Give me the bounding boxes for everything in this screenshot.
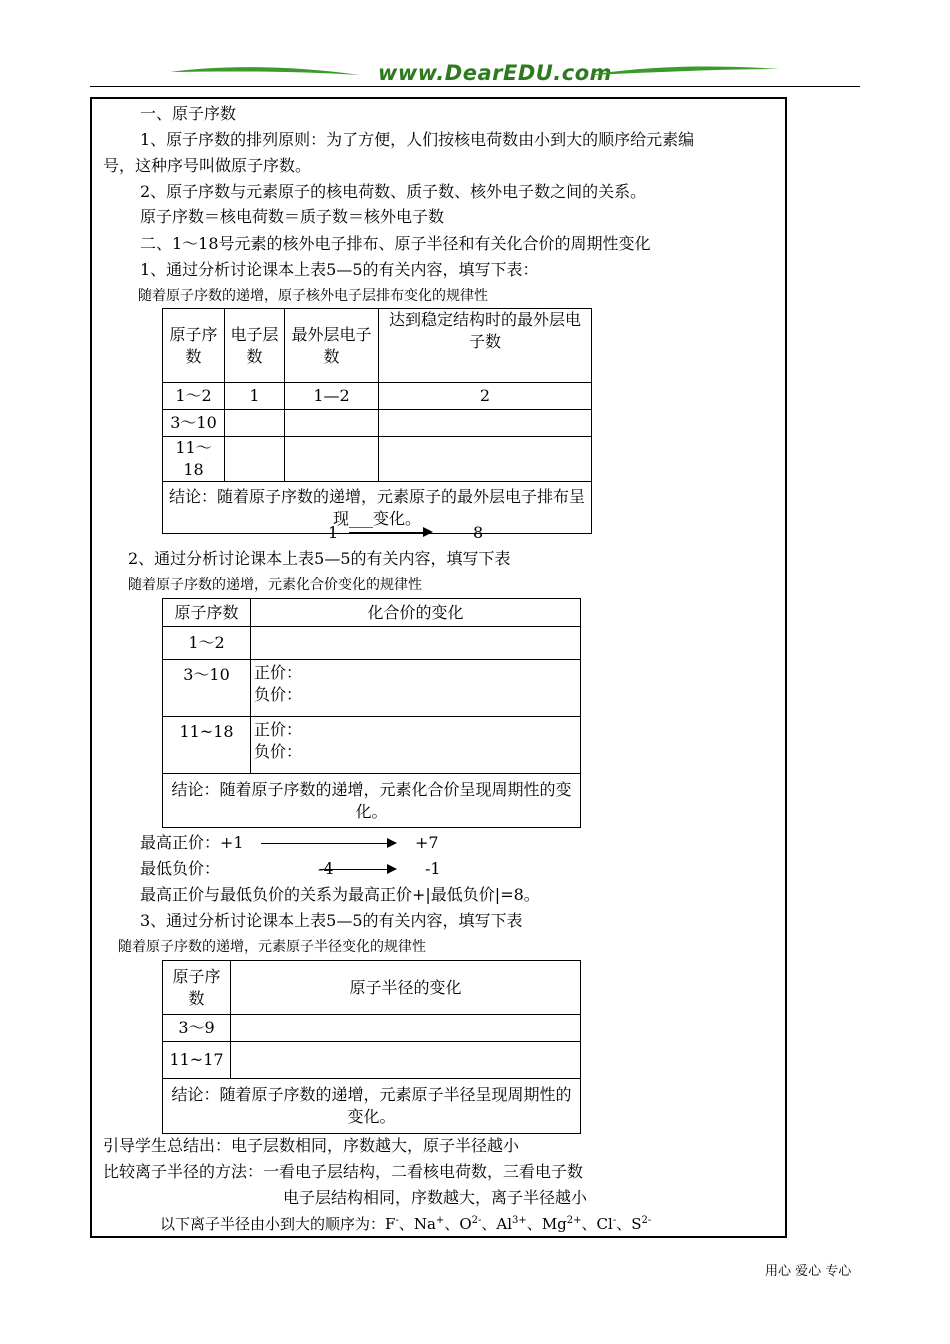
ion-charge: 3+ [512,1215,527,1226]
table3-header-cell: 原子序数 [163,961,231,1015]
table1-cell: 3～10 [163,410,225,437]
valence-relation: 最高正价与最低负价的关系为最高正价+|最低负价|=8。 [140,885,540,904]
ion-charge: 2+ [566,1215,582,1226]
table1-cell: 1—2 [285,383,379,410]
min-valence-arrow-head-icon [387,864,397,874]
table1-cell: 1 [225,383,285,410]
ion-symbol: Na [413,1215,436,1233]
negative-valence-label: 负价： [254,742,303,761]
max-valence-arrow-head-icon [387,838,397,848]
table1-cell: 2 [379,383,592,410]
section2-title: 二、1～18号元素的核外电子排布、原子半径和有关化合价的周期性变化 [140,234,651,253]
table2-caption: 随着原子序数的递增，元素化合价变化的规律性 [128,577,422,593]
ion-separator: 、 [444,1215,460,1233]
table1-conclusion: 结论：随着原子序数的递增，元素原子的最外层电子排布呈现___变化。 [163,482,592,534]
question1: 1、通过分析讨论课本上表5—5的有关内容，填写下表： [140,260,539,279]
table1-header-cell: 最外层电子数 [285,309,379,383]
table1-header-cell: 电子层数 [225,309,285,383]
min-valence-label: 最低负价： [140,859,221,878]
table1-cell[interactable] [285,410,379,437]
arrow1-line [349,532,425,533]
atomic-radius-table [162,960,581,1134]
ion-charge: - [612,1215,617,1226]
table3-caption: 随着原子序数的递增，元素原子半径变化的规律性 [118,939,426,955]
summary-line3: 电子层结构相同，序数越大，离子半径越小 [283,1188,588,1207]
table1-cell[interactable] [225,410,285,437]
table2-range-cell: 11~18 [163,717,251,774]
table2-conclusion: 结论：随着原子序数的递增，元素化合价呈现周期性的变化。 [163,774,581,828]
footer-text: 用心 爱心 专心 [765,1264,852,1279]
site-logo-text[interactable]: www.DearEDU.com [377,61,613,85]
table1-cell[interactable] [379,437,592,482]
ion-separator: 、 [526,1215,542,1233]
min-valence-start: -4 [318,859,334,878]
table3-value-cell[interactable] [231,1042,581,1079]
table2-header-cell: 化合价的变化 [251,599,581,627]
table1-caption: 随着原子序数的递增，原子核外电子层排布变化的规律性 [138,288,488,304]
max-valence-arrow-line [261,843,389,844]
table3-range-cell: 11~17 [163,1042,231,1079]
section1-title: 一、原子序数 [140,104,237,123]
right-swoosh-decoration [590,63,780,79]
table2-value-cell[interactable] [251,627,581,660]
negative-valence-label: 负价： [254,685,303,704]
question2: 2、通过分析讨论课本上表5—5的有关内容，填写下表 [128,549,511,568]
left-swoosh-decoration [170,63,360,79]
table1-cell: 1～2 [163,383,225,410]
table3-range-cell: 3～9 [163,1015,231,1042]
summary-line1: 引导学生总结出：电子层数相同，序数越大，原子半径越小 [103,1136,520,1155]
ion-order-prefix: 以下离子半径由小到大的顺序为： [160,1215,386,1233]
section1-paragraph1-line1: 1、原子序数的排列原则：为了方便，人们按核电荷数由小到大的顺序给元素编 [140,130,695,149]
question3: 3、通过分析讨论课本上表5—5的有关内容，填写下表 [140,911,523,930]
table1-cell: 11～18 [163,437,225,482]
table3-value-cell[interactable] [231,1015,581,1042]
max-valence-end: +7 [415,833,439,852]
arrow1-to-label: 8 [473,523,484,542]
ion-symbol: Cl [596,1215,613,1233]
table1-header-cell: 原子序数 [163,309,225,383]
table2-value-cell[interactable] [251,660,581,717]
max-valence-label: 最高正价：+1 [140,833,244,852]
table3-conclusion: 结论：随着原子序数的递增，元素原子半径呈现周期性的变化。 [163,1079,581,1134]
arrow1-from-label: 1 [328,523,339,542]
page-header [90,55,860,95]
table2-range-cell: 3～10 [163,660,251,717]
min-valence-end: -1 [425,859,441,878]
ion-separator: 、 [616,1215,632,1233]
ion-charge: 2- [471,1215,482,1226]
min-valence-arrow-line [320,869,389,870]
ion-symbol: F [385,1215,396,1233]
ion-symbol: O [459,1215,472,1233]
table2-range-cell: 1～2 [163,627,251,660]
table2-value-cell[interactable] [251,717,581,774]
header-rule [90,86,860,87]
section1-paragraph2: 2、原子序数与元素原子的核电荷数、质子数、核外电子数之间的关系。 [140,182,647,201]
ion-order-line [160,1213,651,1235]
ion-separator: 、 [481,1215,497,1233]
summary-line2: 比较离子半径的方法：一看电子层结构，二看核电荷数，三看电子数 [103,1162,584,1181]
valence-table [162,598,581,828]
ion-list [385,1215,651,1233]
ion-charge: + [435,1215,445,1226]
ion-charge: 2- [641,1215,652,1226]
ion-symbol: S [631,1215,642,1233]
table3-header-cell: 原子半径的变化 [231,961,581,1015]
section1-paragraph1-line2: 号，这种序号叫做原子序数。 [103,156,312,175]
positive-valence-label: 正价： [254,720,303,739]
ion-symbol: Mg [541,1215,567,1233]
section1-equation: 原子序数＝核电荷数＝质子数＝核外电子数 [140,207,445,226]
ion-symbol: Al [496,1215,513,1233]
ion-charge: - [395,1215,399,1226]
table1-cell[interactable] [379,410,592,437]
table2-header-cell: 原子序数 [163,599,251,627]
table1-header-cell: 达到稳定结构时的最外层电子数 [379,309,592,383]
electron-shell-table [162,308,592,534]
ion-separator: 、 [398,1215,414,1233]
arrow1-head-icon [423,527,433,537]
table1-cell[interactable] [285,437,379,482]
ion-separator: 、 [581,1215,597,1233]
positive-valence-label: 正价： [254,663,303,682]
table1-cell[interactable] [225,437,285,482]
